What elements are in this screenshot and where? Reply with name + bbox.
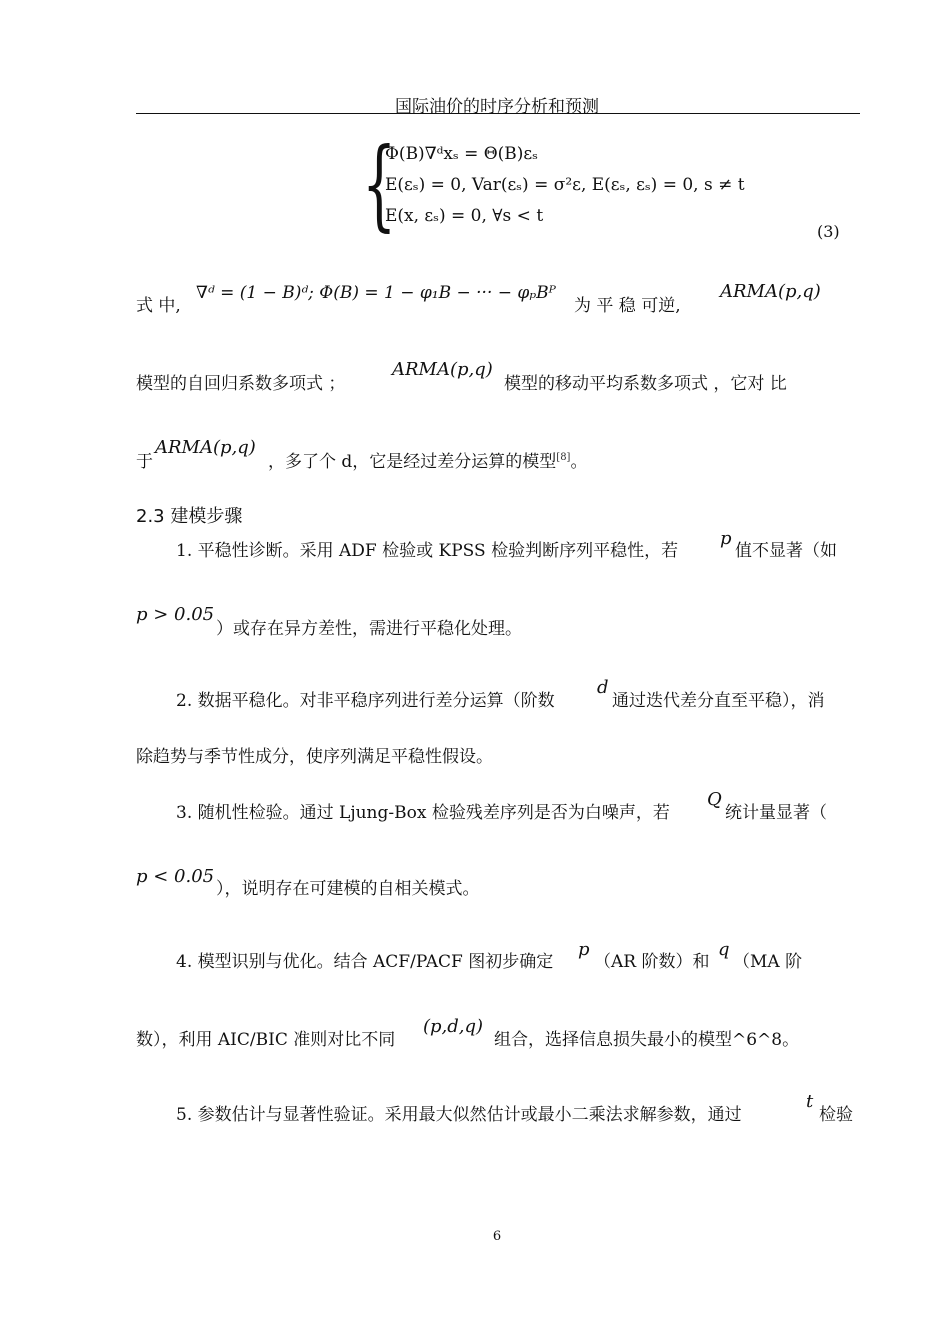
running-header: 国际油价的时序分析和预测 [395,97,599,117]
equation-number: (3) [817,222,840,241]
p-threshold: p > 0.05 [136,604,215,625]
pdq-tuple: (p,d,q) [423,1016,484,1037]
section-heading: 2.3 建模步骤 [136,506,243,527]
step-3-text: 3. 随机性检验。通过 Ljung-Box 检验残差序列是否为白噪声，若 [176,803,670,823]
left-brace: { [362,128,397,242]
step-4-text-c: （MA 阶 [733,952,803,972]
header-rule [136,113,860,114]
step-4-text-e: 组合，选择信息损失最小的模型^6^8。 [494,1030,800,1050]
step-2-text: 2. 数据平稳化。对非平稳序列进行差分运算（阶数 [176,691,555,711]
step-3-text-b: 统计量显著（ [725,803,827,823]
where-start: 式 中, [136,296,181,316]
var-p: p [578,939,590,960]
step-3-text-c: ），说明存在可建模的自相关模式。 [216,879,480,899]
step-4-text: 4. 模型识别与优化。结合 ACF/PACF 图初步确定 [176,952,554,972]
step-1-text-c: ）或存在异方差性，需进行平稳化处理。 [216,619,522,639]
step-2-text-c: 除趋势与季节性成分，使序列满足平稳性假设。 [136,747,493,767]
step-5-text: 5. 参数估计与显著性验证。采用最大似然估计或最小二乘法求解参数，通过 [176,1105,742,1125]
var-q: q [718,939,730,960]
step-5-text-b: 检验 [819,1105,853,1125]
var-d: d [597,677,609,698]
where-mid: 为 平 稳 可逆, [574,296,681,316]
step-4-text-b: （AR 阶数）和 [594,952,710,972]
step-4-text-d: 数），利用 AIC/BIC 准则对比不同 [136,1030,396,1050]
var-t: t [806,1091,814,1112]
arma-term: ARMA(p,q) [392,359,493,380]
step-1-text: 1. 平稳性诊断。采用 ADF 检验或 KPSS 检验判断序列平稳性，若 [176,541,679,561]
ma-poly-text: 模型的移动平均系数多项式 ，它对 比 [504,374,787,394]
arma-term: ARMA(p,q) [155,437,256,458]
p-threshold: p < 0.05 [136,866,215,887]
ar-poly-text: 模型的自回归系数多项式 ； [136,374,346,394]
arma-term: ARMA(p,q) [720,281,821,302]
equation-line-1: Φ(B)∇ᵈxₛ = Θ(B)εₛ [385,144,538,164]
var-p: p [720,528,732,549]
citation: [8] [556,452,571,463]
equation-line-2: E(εₛ) = 0, Var(εₛ) = σ²ε, E(εₛ, εₛ) = 0, s ≠ t [385,175,745,195]
compare-text: ，多了个 d，它是经过差分运算的模型[8]。 [268,452,588,472]
page-number: 6 [492,1229,502,1244]
var-Q: Q [707,789,722,810]
equation-line-3: E(x, εₛ) = 0, ∀s < t [385,206,544,226]
operator-formula: ∇ᵈ = (1 − B)ᵈ; Φ(B) = 1 − φ₁B − ··· − φₚBᴾ [196,283,556,303]
step-2-text-b: 通过迭代差分直至平稳），消 [612,691,825,711]
compare-start: 于 [136,452,153,472]
step-1-text-b: 值不显著（如 [735,541,837,561]
